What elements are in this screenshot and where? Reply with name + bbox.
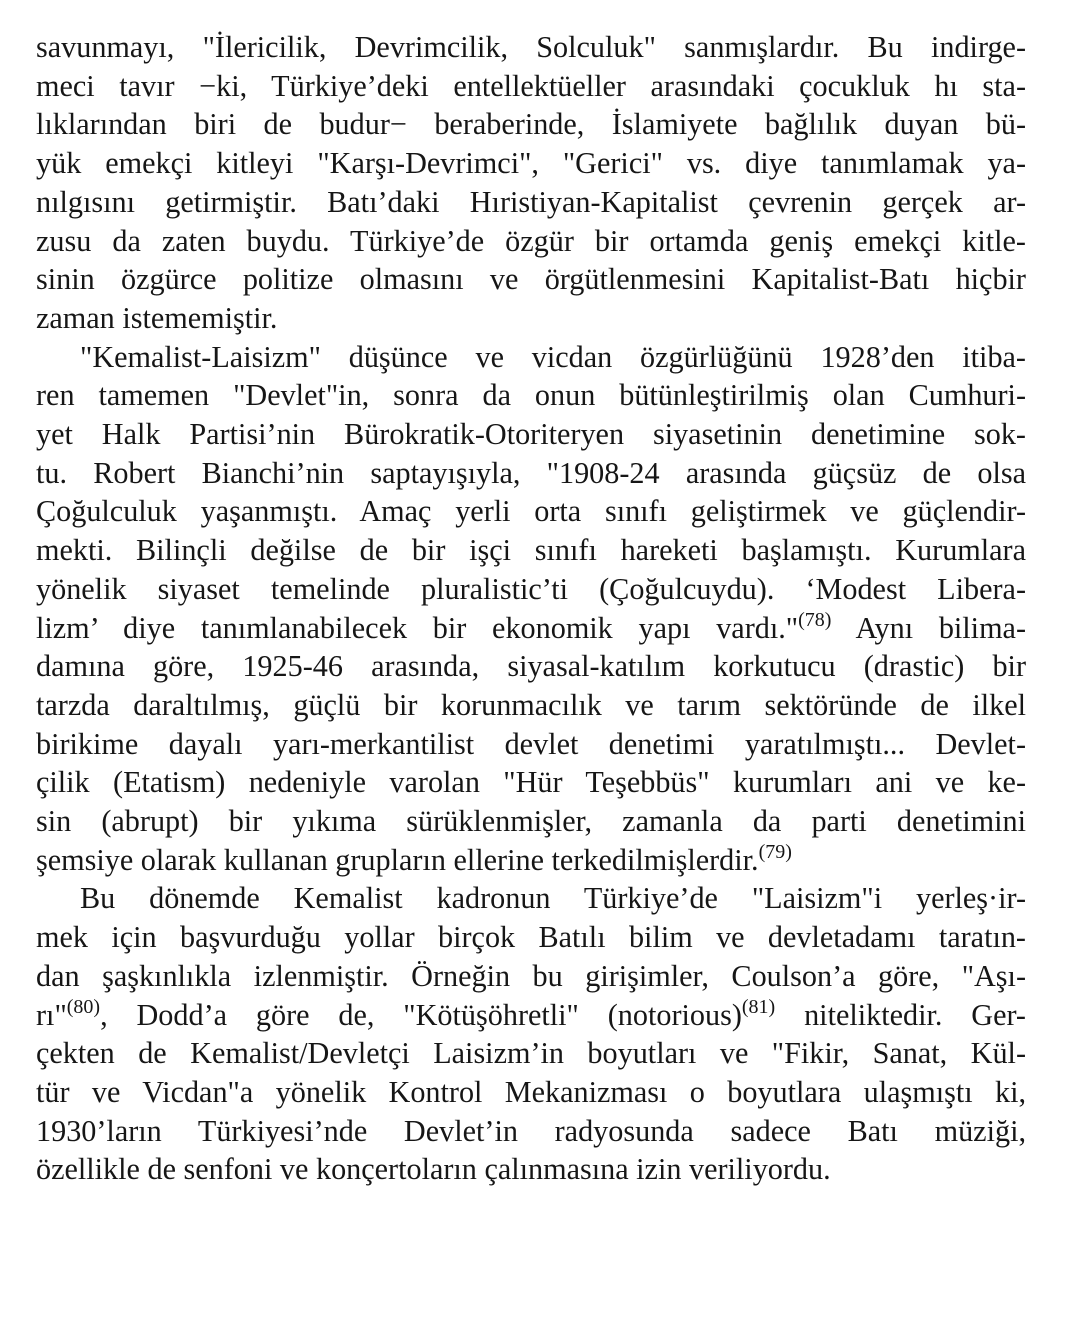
text-line: özellikle de senfoni ve konçertoların çalınmasına izin veriliyordu. (36, 1152, 831, 1187)
paragraph (36, 879, 1026, 1189)
text-line: mek için başvurduğu yollar birçok Batılı bilim ve devletadamı taratın- (36, 920, 1026, 955)
text-line: "Kemalist-Laisizm" düşünce ve vicdan özgürlüğünü 1928’den itiba- (80, 339, 1026, 374)
footnote-marker: (80) (66, 995, 101, 1018)
text-line: meci tavır −ki, Türkiye’deki entellektüeller arasındaki çocukluk hı sta- (36, 68, 1026, 103)
document-page (36, 28, 1026, 1189)
text-line: Çoğulculuk yaşanmıştı. Amaç yerli orta sınıfı geliştirmek ve güçlendir- (36, 494, 1026, 529)
text-line: nılgısını getirmiştir. Batı’daki Hıristiyan-Kapitalist çevrenin gerçek ar- (36, 184, 1026, 219)
footnote-marker: (81) (741, 995, 776, 1018)
footnote-marker: (79) (758, 840, 792, 863)
text-line: savunmayı, "İlericilik, Devrimcilik, Solculuk" sanmışlardır. Bu indirge- (36, 30, 1026, 64)
text-line: yönelik siyaset temelinde pluralistic’ti (Çoğulcuydu). ‘Modest Libera- (36, 571, 1026, 606)
text-line: tarzda daraltılmış, güçlü bir korunmacılık ve tarım sektöründe de ilkel (36, 687, 1026, 722)
text-line: tu. Robert Bianchi’nin saptayışıyla, "1908-24 arasında güçsüz de olsa (36, 455, 1026, 490)
text-line: Bu dönemde Kemalist kadronun Türkiye’de "Laisizm"i yerleş·ir- (80, 881, 1026, 916)
text-line: birikime dayalı yarı-merkantilist devlet denetimi yaratılmıştı... Devlet- (36, 726, 1026, 761)
text-body (36, 28, 1026, 1189)
text-line: 1930’ların Türkiyesi’nde Devlet’in radyosunda sadece Batı müziği, (36, 1113, 1026, 1148)
paragraph (36, 338, 1026, 880)
text-line: lıklarından biri de budur− beraberinde, İslamiyete bağlılık duyan bü- (36, 107, 1026, 142)
text-line: yük emekçi kitleyi "Karşı-Devrimci", "Gerici" vs. diye tanımlamak ya- (36, 146, 1026, 181)
text-line: zaman istememiştir. (36, 300, 278, 335)
text-line: yet Halk Partisi’nin Bürokratik-Otoriteryen siyasetinin denetimine sok- (36, 417, 1026, 452)
text-line: çilik (Etatism) nedeniyle varolan "Hür Teşebbüs" kurumları ani ve ke- (36, 765, 1026, 800)
text-line: dan şaşkınlıkla izlenmiştir. Örneğin bu girişimler, Coulson’a göre, "Aşı- (36, 958, 1026, 993)
paragraph (36, 28, 1026, 338)
text-line: ren tamemen "Devlet"in, sonra da onun bütünleştirilmiş olan Cumhuri- (36, 378, 1026, 413)
text-line: mekti. Bilinçli değilse de bir işçi sınıfı hareketi başlamıştı. Kurumlara (36, 533, 1026, 568)
text-line: damına göre, 1925-46 arasında, siyasal-katılım korkutucu (drastic) bir (36, 649, 1026, 684)
text-line: sinin özgürce politize olmasını ve örgütlenmesini Kapitalist-Batı hiçbir (36, 262, 1026, 297)
text-line: çekten de Kemalist/Devletçi Laisizm’in boyutları ve "Fikir, Sanat, Kül- (36, 1036, 1026, 1071)
text-line: lizm’ diye tanımlanabilecek bir ekonomik yapı vardı."$^{(78)}$ Aynı bilima- (36, 608, 1027, 645)
text-line: şemsiye olarak kullanan grupların ellerine terkedilmişlerdir.$^{(79)}$ (36, 840, 792, 877)
text-line: tür ve Vicdan"a yönelik Kontrol Mekanizması o boyutlara ulaşmıştı ki, (36, 1074, 1026, 1109)
text-line: sin (abrupt) bir yıkıma sürüklenmişler, zamanla da parti denetimini (36, 804, 1026, 839)
footnote-marker: (78) (798, 608, 832, 631)
text-line: zusu da zaten buydu. Türkiye’de özgür bir ortamda geniş emekçi kitle- (36, 223, 1026, 258)
text-line: rı"$^{(80)}$, Dodd’a göre de, "Kötüşöhretli" (notorious)$^{(81)}$ niteliktedir. Ger- (36, 995, 1026, 1032)
